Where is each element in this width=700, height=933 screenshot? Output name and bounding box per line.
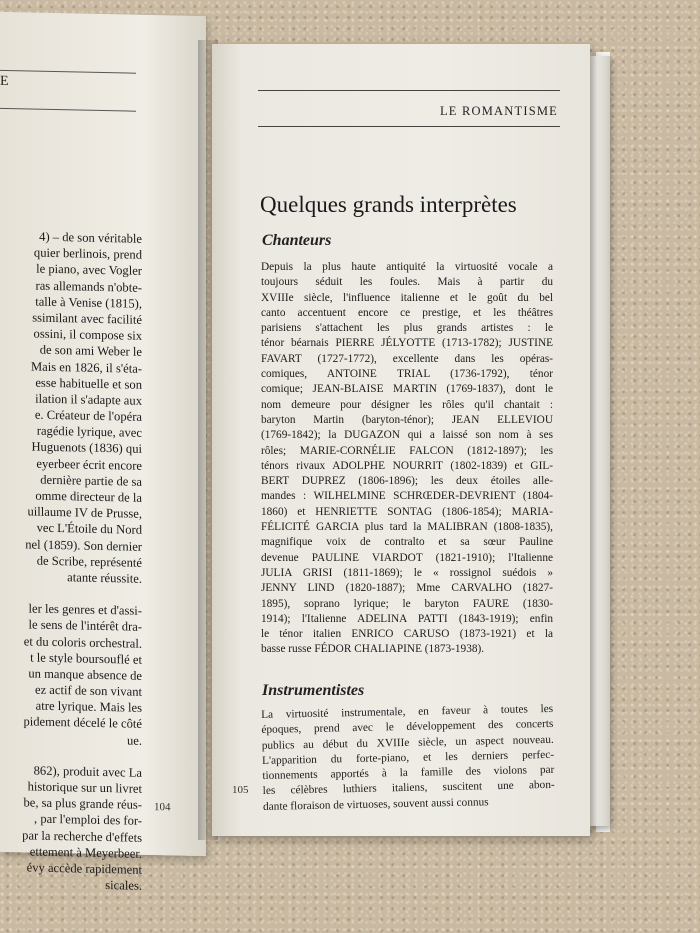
text-line: atre lyrique. Mais les <box>35 698 142 716</box>
text-line: eyerbeer écrit encore <box>36 456 142 473</box>
text-line: évy accède rapidement <box>26 860 142 877</box>
text-line: de son ami Weber le <box>39 342 142 360</box>
subsection-heading-chanteurs: Chanteurs <box>262 232 332 249</box>
text-line: le piano, avec Vogler <box>36 261 142 279</box>
left-page <box>0 12 206 893</box>
text-line: époques, prend avec le développement des concerts <box>261 718 554 737</box>
text-line: le ténor italien ENRICO CARUSO (1873-1921) et la <box>261 628 553 641</box>
text-line: un manque absence de <box>28 666 142 683</box>
text-line: rôles; MARIE-CORNÉLIE FALCON (1812-1897); les <box>261 444 553 457</box>
text-line: comiques, ANTOINE TRIAL (1736-1792), ténor <box>261 368 553 381</box>
right-header-rule-top <box>258 90 560 91</box>
text-line: dernière partie de sa <box>40 472 142 489</box>
text-line: JENNY LIND (1820-1887); Mme CARVALHO (1827- <box>261 582 553 595</box>
left-page-number: 104 <box>154 801 171 814</box>
text-line: nel (1859). Son dernier <box>25 536 142 554</box>
text-line: et du coloris orchestral. <box>23 633 142 651</box>
text-line: sicales. <box>105 878 142 893</box>
text-line: Huguenots (1836) qui <box>31 439 142 457</box>
text-line: ténor béarnais PIERRE JÉLYOTTE (1713-1782); JUSTINE <box>261 337 553 350</box>
text-line: ssimilant avec facilité <box>32 310 142 327</box>
right-page-number: 105 <box>232 784 249 796</box>
subsection-heading-instrumentistes: Instrumentistes <box>262 682 365 699</box>
text-line: quier berlinois, prend <box>33 245 142 263</box>
right-header-rule-bottom <box>258 126 560 127</box>
text-line: magnifique voix de contralto et sa sœur Pauline <box>261 536 553 549</box>
text-line: canto accentuent encore ce prestige, et les théâtres <box>261 306 553 319</box>
text-line: par la recherche d'effets <box>22 827 142 845</box>
text-line: 1914); l'Italienne ADELINA PATTI (1843-1919); enfin <box>261 612 553 625</box>
text-line: esse habituelle et son <box>35 375 142 392</box>
text-line: vec L'Étoile du Nord <box>36 520 142 538</box>
text-line: 4) – de son véritable <box>39 229 142 246</box>
text-line: omme directeur de la <box>35 488 142 505</box>
book-page-edges <box>588 56 610 826</box>
text-line: t le style boursouflé et <box>30 650 142 667</box>
text-line: mandes : WILHELMINE SCHRŒDER-DEVRIENT (1804- <box>261 490 553 503</box>
text-line: ossini, il compose six <box>33 326 142 343</box>
left-page-text <box>0 226 142 894</box>
running-head: LE ROMANTISME <box>439 104 558 118</box>
text-line: 1860) et HENRIETTE SONTAG (1806-1854); MARIA- <box>261 505 553 518</box>
text-line: e. Créateur de l'opéra <box>34 407 142 424</box>
text-line: La virtuosité instrumentale, en faveur à toutes les <box>261 702 554 721</box>
text-line: ue. <box>126 733 142 748</box>
text-line: Depuis la plus haute antiquité la virtuosité vocale a <box>261 261 553 273</box>
left-header-rule-top <box>0 70 136 74</box>
text-line: 862), produit avec La <box>33 763 142 780</box>
text-line: dante floraison de virtuoses, souvent aussi connus <box>262 796 489 813</box>
left-header-rule-bottom <box>0 108 136 112</box>
text-line: JULIA GRISI (1811-1869); le « rossignol suédois » <box>261 566 553 579</box>
text-line: ténors rivaux ADOLPHE NOURRIT (1802-1839) et GIL- <box>261 459 553 472</box>
text-line: nom demeure pour désigner les rôles qu'il chantait : <box>261 398 553 411</box>
text-line: ilation il s'adapte aux <box>35 391 142 408</box>
text-line: Mais en 1826, il s'éta- <box>30 358 142 376</box>
text-line: historique sur un livret <box>27 779 142 796</box>
text-line: , par l'emploi des for- <box>34 811 142 829</box>
text-line: ler les genres et d'assi- <box>28 601 142 618</box>
text-line: talle à Venise (1815), <box>35 294 142 311</box>
text-line: ez actif de son vivant <box>34 682 142 699</box>
text-line: XVIIIe siècle, l'influence italienne et le goût du bel <box>261 291 553 304</box>
text-line: 1895), soprano lyrique; le baryton FAURE (1830- <box>261 597 553 610</box>
text-line: parisiens s'attachent les plus grands artistes : le <box>261 322 553 335</box>
text-line: les célèbres luthiers italiens, suscitent une abon- <box>262 779 555 798</box>
paragraph-instrumentistes <box>261 702 555 815</box>
text-line: (1769-1842); la DUGAZON qui a laissé son nom à ses <box>261 429 553 442</box>
text-line: le sens de l'intérêt dra- <box>28 617 142 635</box>
text-line: basse russe FÉDOR CHALIAPINE (1873-1938). <box>261 643 485 656</box>
text-line: FÉLICITÉ GARCIA plus tard la MALIBRAN (1808-1835), <box>261 521 553 534</box>
text-line: BERT DUPREZ (1806-1896); les deux étoiles alle- <box>261 475 553 488</box>
text-line: uillaume IV de Prusse, <box>27 504 142 522</box>
paragraph-chanteurs <box>261 260 553 658</box>
text-line: L'apparition du forte-piano, et les derniers perfec- <box>261 748 555 767</box>
section-title: Quelques grands interprètes <box>260 192 517 217</box>
text-line: de Scribe, représenté <box>36 553 142 570</box>
text-line: pidement décelé le côté <box>23 714 142 732</box>
text-line: tionnements apportés à la famille des violons par <box>262 764 555 783</box>
text-line: FAVART (1727-1772), excellente dans les opéras- <box>261 352 553 365</box>
text-line: be, sa plus grande réus- <box>23 795 142 813</box>
text-line: comique; JEAN-BLAISE MARTIN (1769-1837), dont le <box>261 383 553 396</box>
text-line: publics au début du XVIIIe siècle, un aspect nouveau. <box>261 733 554 752</box>
text-line: ragédie lyrique, avec <box>36 423 142 441</box>
text-line: devenue PAULINE VIARDOT (1821-1910); l'Italienne <box>261 551 553 564</box>
text-line: toujours séduit les foules. Mais à partir du <box>261 276 553 289</box>
right-page <box>212 44 590 836</box>
text-line: ras allemands n'obte- <box>35 278 142 295</box>
left-running-head: E <box>0 73 9 90</box>
text-line: baryton Martin (baryton-ténor); JEAN ELLEVIOU <box>261 413 553 426</box>
text-line: ettement à Meyerbeer. <box>29 844 142 861</box>
text-line: atante réussite. <box>67 570 142 586</box>
